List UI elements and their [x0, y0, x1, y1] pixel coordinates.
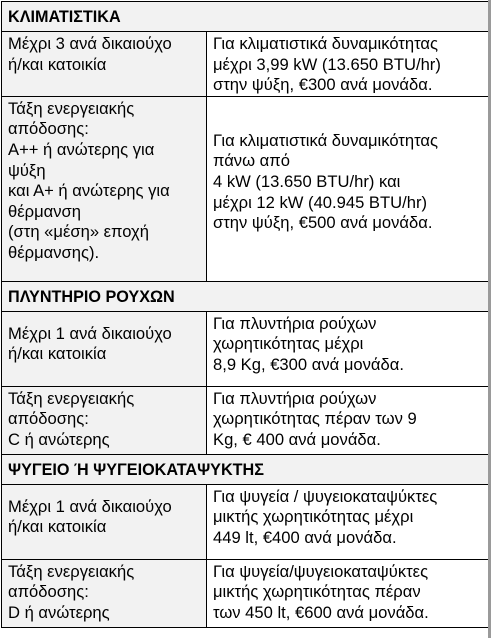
section-title: ΨΥΓΕΙΟ Ή ΨΥΓΕΙΟΚΑΤΑΨΥΚΤΗΣ [2, 454, 490, 484]
table-row [2, 559, 490, 627]
subsidy-table [1, 1, 490, 628]
section-header-washing-machines [2, 281, 490, 311]
table-row [2, 484, 490, 559]
energy-class-cell: Τάξη ενεργειακής απόδοσης: D ή ανώτερης [2, 559, 207, 627]
table-row [2, 386, 490, 454]
table-row [2, 96, 490, 281]
section-title: ΚΛΙΜΑΤΙΣΤΙΚΑ [2, 2, 490, 32]
amount-cell: Για κλιματιστικά δυναμικότητας πάνω από 4 kW (13.650 BTU/hr) και μέχρι 12 kW (40.945 BTU/hr) στην ψύξη, €500 ανά μονάδα. [207, 96, 490, 281]
amount-cell: Για πλυντήρια ρούχων χωρητικότητας μέχρι 8,9 Kg, €300 ανά μονάδα. [207, 311, 490, 386]
amount-cell: Για πλυντήρια ρούχων χωρητικότητας πέραν των 9 Kg, € 400 ανά μονάδα. [207, 386, 490, 454]
section-title: ΠΛΥΝΤΗΡΙΟ ΡΟΥΧΩΝ [2, 281, 490, 311]
amount-cell: Για ψυγεία/ψυγειοκαταψύκτες μικτής χωρητικότητας πέραν των 450 lt, €600 ανά μονάδα. [207, 559, 490, 627]
limit-cell: Μέχρι 1 ανά δικαιούχο ή/και κατοικία [2, 311, 207, 386]
table-row [2, 311, 490, 386]
section-header-refrigerators [2, 454, 490, 484]
table-row [2, 32, 490, 97]
limit-cell: Μέχρι 3 ανά δικαιούχο ή/και κατοικία [2, 32, 207, 97]
limit-cell: Μέχρι 1 ανά δικαιούχο ή/και κατοικία [2, 484, 207, 559]
amount-cell: Για ψυγεία / ψυγειοκαταψύκτες μικτής χωρητικότητας μέχρι 449 lt, €400 ανά μονάδα. [207, 484, 490, 559]
energy-class-cell: Τάξη ενεργειακής απόδοσης: C ή ανώτερης [2, 386, 207, 454]
energy-class-cell: Τάξη ενεργειακής απόδοσης: Α++ ή ανώτερης για ψύξη και Α+ ή ανώτερης για θέρμανση (στη «μέση» εποχή θέρμανσης). [2, 96, 207, 281]
amount-cell: Για κλιματιστικά δυναμικότητας μέχρι 3,99 kW (13.650 BTU/hr) στην ψύξη, €300 ανά μονάδα. [207, 32, 490, 97]
section-header-air-conditioners [2, 2, 490, 32]
